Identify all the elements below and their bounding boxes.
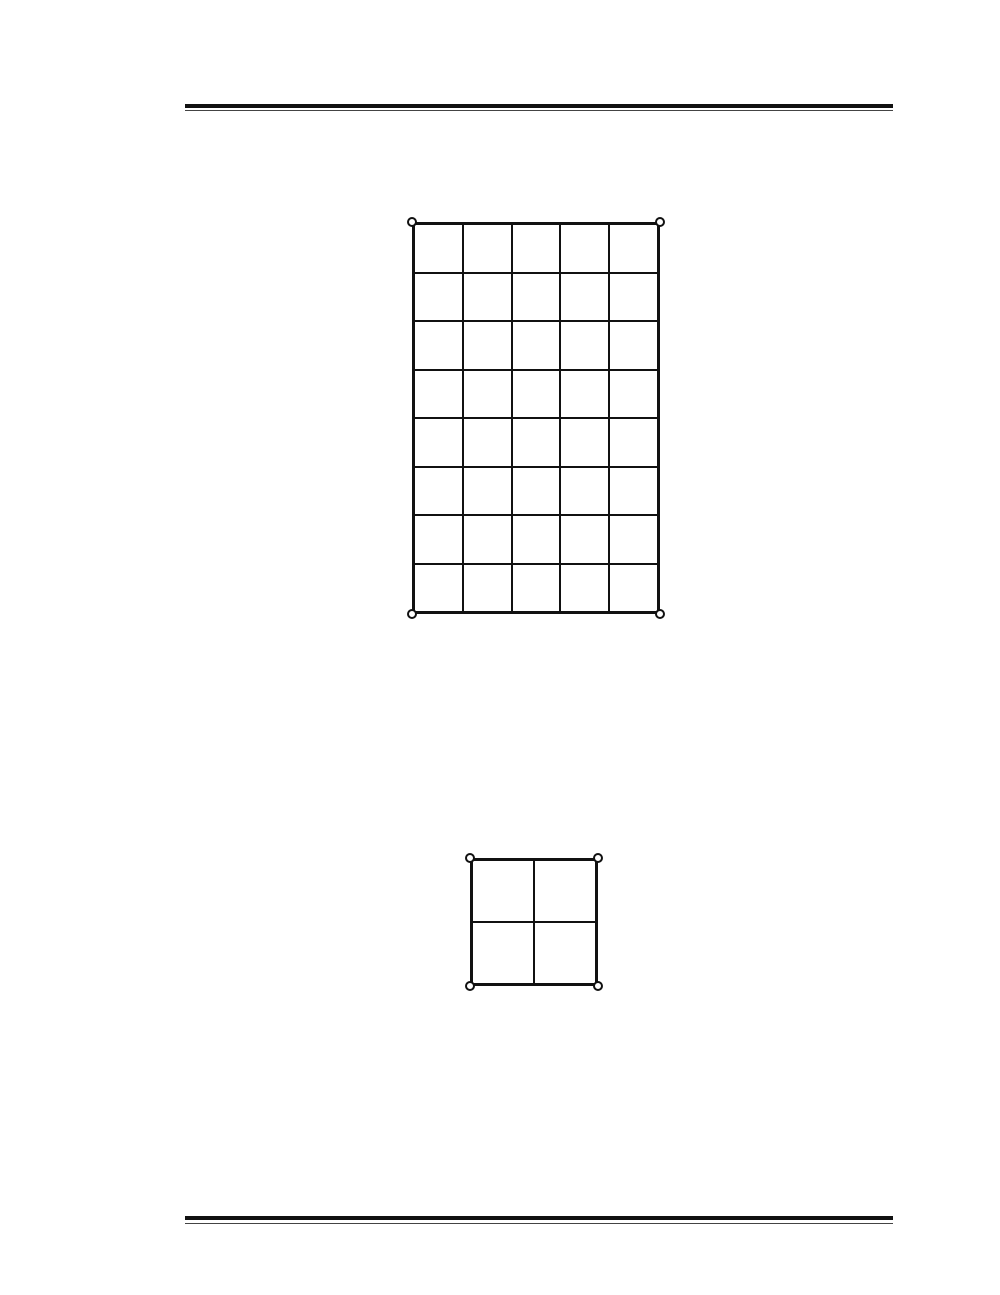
section1-cell (414, 467, 463, 516)
section1-cell (512, 515, 561, 564)
yantra2-corner-circle (593, 853, 603, 863)
section1-cell (463, 370, 512, 419)
section1-cell (414, 370, 463, 419)
section1-cell (414, 321, 463, 370)
section1-cell (463, 418, 512, 467)
section1-cell (609, 273, 658, 322)
yantra1-corner-circle (655, 217, 665, 227)
section1-cell (560, 515, 609, 564)
section1-cell (560, 224, 609, 273)
yantra2-corner-circle (465, 981, 475, 991)
section1-cell (414, 418, 463, 467)
header-rule-thin (185, 110, 893, 111)
section1-cell (560, 418, 609, 467)
section2-cell (472, 922, 534, 984)
section1-cell (512, 273, 561, 322)
section1-cell (463, 321, 512, 370)
section1-cell (512, 370, 561, 419)
section1-cell (609, 515, 658, 564)
section1-cell (560, 467, 609, 516)
section1-cell (609, 224, 658, 273)
section1-cell (463, 515, 512, 564)
yantra-grid-2 (470, 858, 598, 986)
section1-cell (609, 467, 658, 516)
section2-cell (534, 860, 596, 922)
section2-cell (472, 860, 534, 922)
section2-cell (534, 922, 596, 984)
section1-cell (609, 321, 658, 370)
section1-cell (560, 273, 609, 322)
section1-cell (512, 564, 561, 613)
section1-cell (463, 273, 512, 322)
section1-cell (609, 418, 658, 467)
section1-cell (560, 564, 609, 613)
yantra2-corner-circle (593, 981, 603, 991)
section1-cell (414, 224, 463, 273)
section1-cell (414, 564, 463, 613)
section1-cell (414, 515, 463, 564)
yantra1-corner-circle (407, 217, 417, 227)
section1-cell (463, 224, 512, 273)
section1-cell (609, 564, 658, 613)
yantra2-corner-circle (465, 853, 475, 863)
section1-cell (512, 224, 561, 273)
section1-cell (512, 467, 561, 516)
section1-cell (414, 273, 463, 322)
section1-cell (512, 321, 561, 370)
section1-cell (560, 321, 609, 370)
header-rule (185, 104, 893, 108)
section1-cell (463, 467, 512, 516)
yantra-grid-1 (412, 222, 660, 614)
yantra1-corner-circle (655, 609, 665, 619)
footer-rule (185, 1216, 893, 1220)
section1-cell (560, 370, 609, 419)
yantra1-corner-circle (407, 609, 417, 619)
footer-rule-thin (185, 1223, 893, 1224)
section1-cell (609, 370, 658, 419)
section1-cell (463, 564, 512, 613)
section1-cell (512, 418, 561, 467)
